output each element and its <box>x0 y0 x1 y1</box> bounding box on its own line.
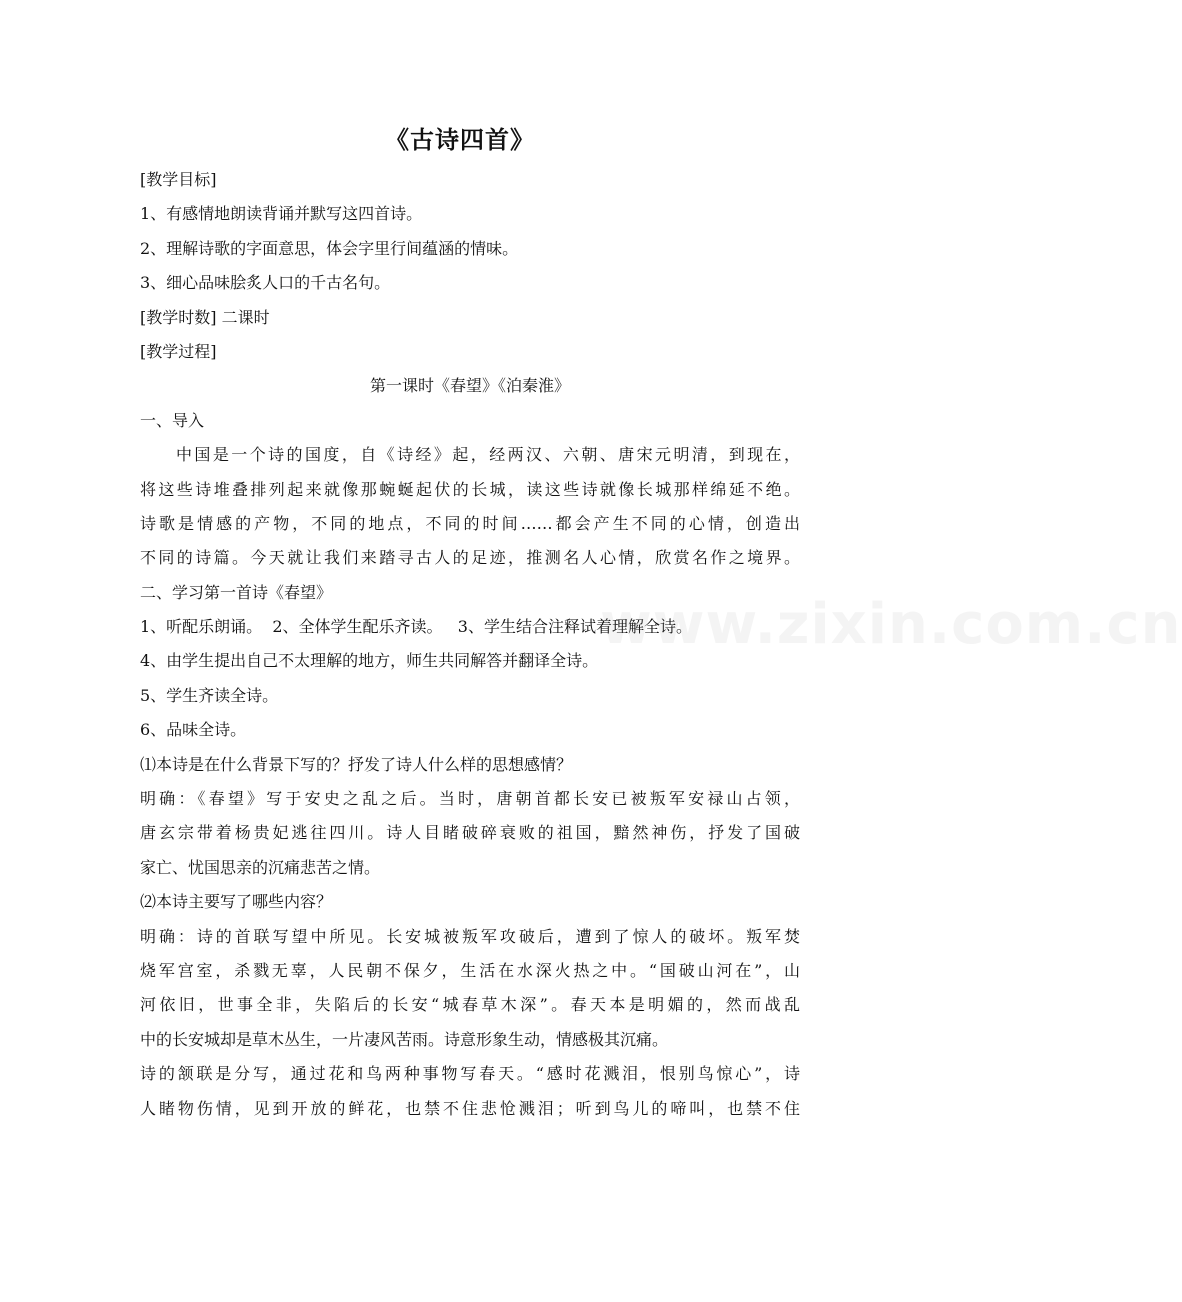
paragraph-line: 家亡、忧国思亲的沉痛悲苦之情。 <box>140 857 381 877</box>
question-line: ⑵本诗主要写了哪些内容？ <box>140 892 333 912</box>
paragraph-line: 5、学生齐读全诗。 <box>140 685 279 705</box>
paragraph-line: 河依旧，世事全非，失陷后的长安“城春草木深”。春天本是明媚的，然而战乱 <box>140 995 800 1015</box>
paragraph-line: 将这些诗堆叠排列起来就像那蜿蜒起伏的长城，读这些诗就像长城那样绵延不绝。 <box>140 479 800 499</box>
section-heading-objectives: [教学目标] <box>140 170 217 189</box>
paragraph-line: 4、由学生提出自己不太理解的地方，师生共同解答并翻译全诗。 <box>140 651 599 671</box>
watermark: www.zixin.com.cn <box>600 592 1182 657</box>
document-title: 《古诗四首》 <box>385 125 535 154</box>
paragraph-line: 中国是一个诗的国度，自《诗经》起，经两汉、六朝、唐宋元明清，到现在， <box>176 445 800 465</box>
paragraph-line: 人睹物伤情，见到开放的鲜花，也禁不住悲怆溅泪；听到鸟儿的啼叫，也禁不住 <box>140 1098 800 1118</box>
paragraph-line: 明确：诗的首联写望中所见。长安城被叛军攻破后，遭到了惊人的破坏。叛军焚 <box>140 926 800 946</box>
paragraph-line: 1、有感情地朗读背诵并默写这四首诗。 <box>140 204 423 224</box>
paragraph-line: 6、品味全诗。 <box>140 720 247 740</box>
paragraph-line: 1、听配乐朗诵。 2、全体学生配乐齐读。 3、学生结合注释试着理解全诗。 <box>140 617 692 637</box>
paragraph-line: 诗歌是情感的产物，不同的地点，不同的时间……都会产生不同的心情，创造出 <box>140 513 800 533</box>
lesson-subtitle: 第一课时《春望》《泊秦淮》 <box>369 376 570 396</box>
section-heading-hours: [教学时数] 二课时 <box>140 307 270 327</box>
paragraph-line: 诗的颔联是分写，通过花和鸟两种事物写春天。“感时花溅泪，恨别鸟惊心”，诗 <box>140 1064 800 1084</box>
section-heading-process: [教学过程] <box>140 341 217 361</box>
section-heading-poem1: 二、学习第一首诗《春望》 <box>140 582 333 602</box>
paragraph-line: 2、理解诗歌的字面意思，体会字里行间蕴涵的情味。 <box>140 238 519 258</box>
section-heading-intro: 一、导入 <box>140 410 205 430</box>
paragraph-line: 明确：《春望》写于安史之乱之后。当时，唐朝首都长安已被叛军安禄山占领， <box>140 789 800 809</box>
paragraph-line: 中的长安城却是草木丛生，一片凄风苦雨。诗意形象生动，情感极其沉痛。 <box>140 1029 669 1049</box>
paragraph-line: 烧军宫室，杀戮无辜，人民朝不保夕，生活在水深火热之中。“国破山河在”，山 <box>140 960 800 980</box>
paragraph-line: 不同的诗篇。今天就让我们来踏寻古人的足迹，推测名人心情，欣赏名作之境界。 <box>140 548 800 568</box>
paragraph-line: 3、细心品味脍炙人口的千古名句。 <box>140 273 391 293</box>
paragraph-line: 唐玄宗带着杨贵妃逃往四川。诗人目睹破碎衰败的祖国，黯然神伤，抒发了国破 <box>140 823 800 843</box>
question-line: ⑴本诗是在什么背景下写的？抒发了诗人什么样的思想感情？ <box>140 754 573 774</box>
